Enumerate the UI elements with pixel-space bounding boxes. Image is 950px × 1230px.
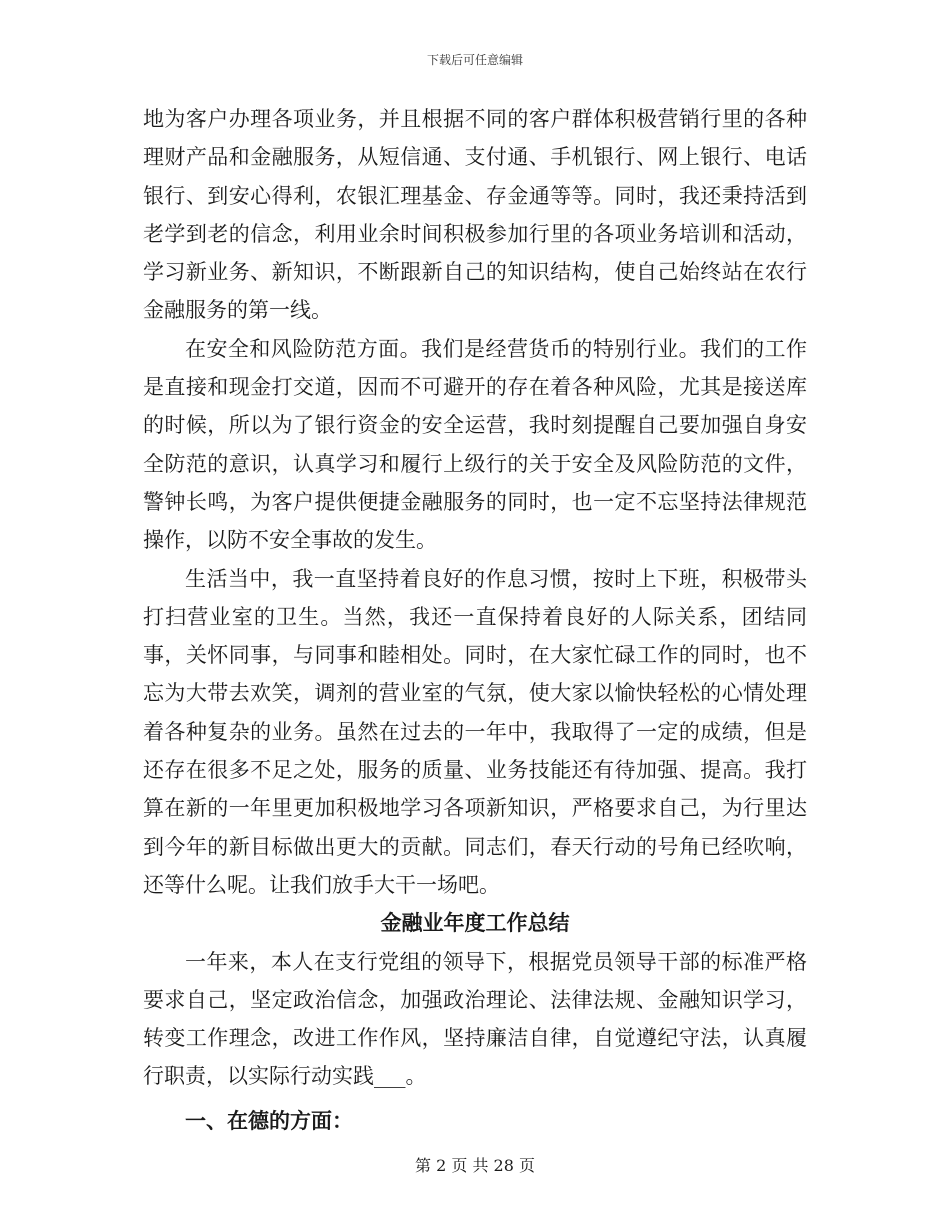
paragraph-life: 生活当中，我一直坚持着良好的作息习惯，按时上下班，积极带头打扫营业室的卫生。当然，我还一直保持着良好的人际关系，团结同事，关怀同事，与同事和睦相处。同时，在大家忙碌工作的同时，也不忘为大带去欢笑，调剂的营业室的气氛，使大家以愉快轻松的心情处理着各种复杂的业务。虽然在过去的一年中，我取得了一定的成绩，但是还存在很多不足之处，服务的质量、业务技能还有待加强、提高。我打算在新的一年里更加积极地学习各项新知识，严格要求自己，为行里达到今年的新目标做出更大的贡献。同志们，春天行动的号角已经吹响，还等什么呢。让我们放手大干一场吧。 [143,566,807,897]
page-header: 下载后可任意编辑 [426,53,523,67]
paragraph-safety: 在安全和风险防范方面。我们是经营货币的特别行业。我们的工作是直接和现金打交道，因而不可避开的存在着各种风险，尤其是接送库的时候，所以为了银行资金的安全运营，我时刻提醒自己要加强自身安全防范的意识，认真学习和履行上级行的关于安全及风险防范的文件，警钟长鸣，为客户提供便捷金融服务的同时，也一定不忘坚持法律规范操作，以防不安全事故的发生。 [143,336,807,553]
page-number: 第 2 页 共 28 页 [415,1156,535,1175]
document-title: 金融业年度工作总结 [380,910,570,936]
document-body [143,100,807,1140]
paragraph-continuation: 地为客户办理各项业务，并且根据不同的客户群体积极营销行里的各种理财产品和金融服务，从短信通、支付通、手机银行、网上银行、电话银行、到安心得利，农银汇理基金、存金通等等。同时，我还秉持活到老学到老的信念，利用业余时间积极参加行里的各项业务培训和活动，学习新业务、新知识，不断跟新自己的知识结构，使自己始终站在农行金融服务的第一线。 [143,107,807,323]
section-heading-morality: 一、在德的方面： [185,1107,353,1133]
paragraph-intro: 一年来，本人在支行党组的领导下，根据党员领导干部的标准严格要求自己，坚定政治信念，加强政治理论、法律法规、金融知识学习，转变工作理念，改进工作作风，坚持廉洁自律，自觉遵纪守法，认真履行职责，以实际行动实践___。 [143,949,807,1089]
